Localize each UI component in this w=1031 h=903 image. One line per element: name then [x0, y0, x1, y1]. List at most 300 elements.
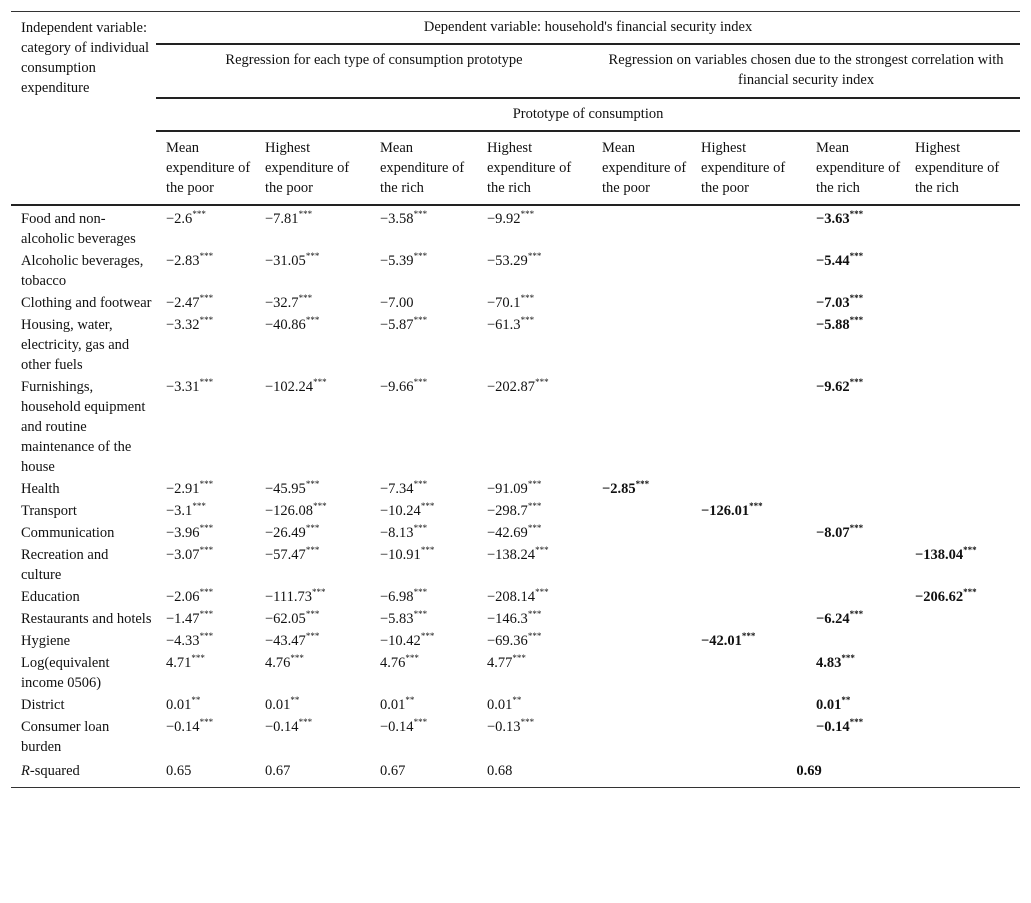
cell-value: −2.91	[166, 481, 200, 497]
cell-value: −126.01	[701, 503, 750, 519]
cell-value: −3.96	[166, 525, 200, 541]
cell-value: −2.6	[166, 211, 193, 227]
cell-value: −7.81	[265, 211, 299, 227]
significance-stars: ***	[298, 717, 313, 727]
table-cell	[691, 205, 806, 250]
table-cell	[255, 478, 370, 500]
row-label: Clothing and footwear	[21, 295, 152, 311]
table-cell	[905, 716, 1020, 758]
significance-stars: ***	[512, 653, 526, 663]
cell-value: −102.24	[265, 379, 314, 395]
significance-stars: ***	[420, 501, 435, 511]
table-cell	[156, 500, 255, 522]
significance-stars: ***	[527, 251, 542, 261]
cell-value: −61.3	[487, 317, 521, 333]
significance-stars: ***	[413, 251, 428, 261]
table-cell	[477, 376, 592, 478]
table-row	[11, 478, 1020, 500]
significance-stars: ***	[305, 523, 320, 533]
significance-stars: ***	[298, 209, 313, 219]
cell-value: −0.14	[166, 719, 200, 735]
table-cell	[370, 652, 477, 694]
significance-stars: ***	[520, 293, 535, 303]
rsquared-label-italic: R	[21, 763, 30, 779]
dependent-variable-header: Dependent variable: household's financial security index	[156, 12, 1020, 45]
table-cell	[592, 376, 691, 478]
table-cell	[156, 652, 255, 694]
significance-stars: ***	[199, 545, 214, 555]
row-label: District	[21, 697, 65, 713]
table-cell	[370, 694, 477, 716]
cell-value: −202.87	[487, 379, 536, 395]
cell-value: −7.03	[816, 295, 850, 311]
table-cell	[691, 478, 806, 500]
table-body	[11, 205, 1020, 788]
cell-value: −43.47	[265, 633, 306, 649]
table-cell	[477, 716, 592, 758]
significance-stars: ***	[520, 717, 535, 727]
row-label: Consumer loan burden	[21, 719, 110, 755]
cell-value: 4.76	[265, 655, 291, 671]
cell-value: −0.13	[487, 719, 521, 735]
cell-value: −2.85	[602, 481, 636, 497]
table-cell	[255, 544, 370, 586]
table-cell	[156, 314, 255, 376]
table-cell	[255, 652, 370, 694]
cell-value: −8.13	[380, 525, 414, 541]
table-cell	[806, 716, 905, 758]
table-cell	[806, 376, 905, 478]
table-cell	[156, 544, 255, 586]
group-header-strongest-correlation: Regression on variables chosen due to the strongest correlation with financial security index	[592, 44, 1020, 98]
row-label: Log(equivalent income 0506)	[21, 655, 110, 691]
table-cell	[156, 716, 255, 758]
table-cell	[477, 586, 592, 608]
table-cell	[806, 652, 905, 694]
significance-stars: ***	[413, 717, 428, 727]
significance-stars: ***	[963, 587, 977, 597]
independent-variable-header: Independent variable: category of individual consumption expenditure	[11, 12, 156, 206]
significance-stars: ***	[963, 545, 977, 555]
table-cell	[255, 716, 370, 758]
significance-stars: ***	[535, 377, 549, 387]
table-row	[11, 544, 1020, 586]
cell-value: −5.44	[816, 253, 850, 269]
significance-stars: ***	[420, 631, 435, 641]
table-cell	[370, 314, 477, 376]
cell-value: −53.29	[487, 253, 528, 269]
table-cell	[255, 205, 370, 250]
table-cell	[156, 694, 255, 716]
cell-value: −3.32	[166, 317, 200, 333]
table-cell	[806, 205, 905, 250]
cell-value: −2.83	[166, 253, 200, 269]
significance-stars: ***	[199, 523, 214, 533]
table-row	[11, 652, 1020, 694]
cell-value: −8.07	[816, 525, 850, 541]
significance-stars: ***	[741, 631, 756, 641]
table-cell	[255, 630, 370, 652]
cell-value: −5.87	[380, 317, 414, 333]
significance-stars: ***	[413, 209, 428, 219]
table-cell	[905, 522, 1020, 544]
table-cell	[905, 205, 1020, 250]
row-label: Hygiene	[21, 633, 71, 649]
cell-value: −111.73	[265, 589, 312, 605]
significance-stars: ***	[413, 377, 428, 387]
table-cell	[477, 250, 592, 292]
table-cell	[905, 500, 1020, 522]
table-row	[11, 694, 1020, 716]
cell-value: −5.88	[816, 317, 850, 333]
cell-value: −1.47	[166, 611, 200, 627]
significance-stars: ***	[635, 479, 650, 489]
table-cell	[477, 694, 592, 716]
cell-value: −4.33	[166, 633, 200, 649]
table-row	[11, 205, 1020, 250]
significance-stars: ***	[199, 251, 214, 261]
table-cell	[592, 314, 691, 376]
cell-value: −40.86	[265, 317, 306, 333]
significance-stars: ***	[849, 609, 864, 619]
table-cell	[255, 250, 370, 292]
table-cell	[691, 716, 806, 758]
cell-value: −7.34	[380, 481, 414, 497]
rsquared-label	[11, 758, 156, 788]
table-cell	[905, 250, 1020, 292]
significance-stars: ***	[413, 609, 428, 619]
cell-value: −3.07	[166, 547, 200, 563]
group-header-each-type: Regression for each type of consumption prototype	[156, 44, 592, 98]
table-cell	[905, 314, 1020, 376]
cell-value: −5.83	[380, 611, 414, 627]
table-cell	[477, 608, 592, 630]
significance-stars: ***	[290, 653, 304, 663]
table-cell	[156, 608, 255, 630]
cell-value: −2.06	[166, 589, 200, 605]
table-cell	[592, 716, 691, 758]
significance-stars: ***	[527, 523, 542, 533]
significance-stars: ***	[199, 377, 214, 387]
significance-stars: ***	[849, 315, 864, 325]
table-cell	[477, 314, 592, 376]
cell-value: −206.62	[915, 589, 964, 605]
cell-value: −31.05	[265, 253, 306, 269]
significance-stars: ***	[311, 587, 326, 597]
significance-stars: ***	[305, 315, 320, 325]
cell-value: −208.14	[487, 589, 536, 605]
cell-value: −26.49	[265, 525, 306, 541]
cell-value: −69.36	[487, 633, 528, 649]
cell-value: −3.1	[166, 503, 193, 519]
table-cell	[691, 250, 806, 292]
table-cell	[905, 694, 1020, 716]
table-cell	[592, 544, 691, 586]
table-cell	[370, 608, 477, 630]
significance-stars: ***	[849, 209, 864, 219]
significance-stars: ***	[199, 479, 214, 489]
table-cell	[691, 544, 806, 586]
table-cell	[806, 694, 905, 716]
significance-stars: ***	[527, 479, 542, 489]
table-cell	[477, 292, 592, 314]
cell-value: −42.01	[701, 633, 742, 649]
table-cell	[691, 314, 806, 376]
cell-value: −3.63	[816, 211, 850, 227]
table-cell	[370, 586, 477, 608]
significance-stars: ***	[413, 587, 428, 597]
cell-value: −138.24	[487, 547, 536, 563]
table-cell	[592, 608, 691, 630]
table-cell	[370, 478, 477, 500]
significance-stars: ***	[313, 501, 327, 511]
significance-stars: **	[512, 695, 522, 705]
rsquared-combined-value: 0.69	[592, 758, 1020, 788]
cell-value: −9.66	[380, 379, 414, 395]
column-header: Highest expenditure of the rich	[477, 131, 592, 205]
table-cell	[905, 544, 1020, 586]
rsquared-value: 0.67	[370, 758, 477, 788]
table-row	[11, 500, 1020, 522]
table-cell	[691, 586, 806, 608]
table-cell	[806, 586, 905, 608]
rsquared-value: 0.68	[477, 758, 592, 788]
cell-value: −0.14	[816, 719, 850, 735]
column-header: Mean expenditure of the rich	[370, 131, 477, 205]
cell-value: 4.83	[816, 655, 842, 671]
column-header: Highest expenditure of the rich	[905, 131, 1020, 205]
rsquared-value: 0.65	[156, 758, 255, 788]
table-cell	[255, 314, 370, 376]
significance-stars: ***	[199, 587, 214, 597]
table-row	[11, 522, 1020, 544]
table-cell	[905, 630, 1020, 652]
table-cell	[806, 250, 905, 292]
table-cell	[477, 478, 592, 500]
cell-value: 0.01	[166, 697, 192, 713]
cell-value: −57.47	[265, 547, 306, 563]
significance-stars: ***	[849, 717, 864, 727]
cell-value: −10.42	[380, 633, 421, 649]
table-cell	[592, 478, 691, 500]
row-label: Food and non-alcoholic beverages	[21, 211, 136, 247]
significance-stars: ***	[849, 251, 864, 261]
rsquared-row	[11, 758, 1020, 788]
cell-value: −62.05	[265, 611, 306, 627]
table-cell	[691, 608, 806, 630]
table-cell	[156, 250, 255, 292]
table-cell	[370, 250, 477, 292]
table-cell	[156, 292, 255, 314]
table-cell	[592, 586, 691, 608]
table-cell	[477, 544, 592, 586]
row-label: Recreation and culture	[21, 547, 109, 583]
column-header: Mean expenditure of the rich	[806, 131, 905, 205]
cell-value: −6.98	[380, 589, 414, 605]
table-cell	[156, 630, 255, 652]
significance-stars: ***	[849, 377, 864, 387]
significance-stars: ***	[191, 653, 205, 663]
table-cell	[691, 292, 806, 314]
table-cell	[806, 608, 905, 630]
table-cell	[592, 292, 691, 314]
table-cell	[370, 500, 477, 522]
cell-value: −3.31	[166, 379, 200, 395]
significance-stars: ***	[520, 209, 535, 219]
significance-stars: ***	[535, 545, 549, 555]
significance-stars: ***	[420, 545, 435, 555]
table-cell	[370, 544, 477, 586]
table-cell	[691, 376, 806, 478]
table-cell	[905, 376, 1020, 478]
significance-stars: ***	[305, 545, 320, 555]
table-row	[11, 250, 1020, 292]
table-cell	[370, 292, 477, 314]
table-cell	[156, 205, 255, 250]
significance-stars: ***	[841, 653, 855, 663]
significance-stars: ***	[298, 293, 313, 303]
table-cell	[905, 652, 1020, 694]
table-cell	[370, 376, 477, 478]
significance-stars: ***	[413, 315, 428, 325]
table-cell	[806, 478, 905, 500]
significance-stars: ***	[413, 523, 428, 533]
cell-value: −45.95	[265, 481, 306, 497]
significance-stars: ***	[849, 293, 864, 303]
significance-stars: **	[841, 695, 851, 705]
cell-value: −10.24	[380, 503, 421, 519]
table-cell	[806, 314, 905, 376]
significance-stars: ***	[413, 479, 428, 489]
table-row	[11, 314, 1020, 376]
table-cell	[905, 478, 1020, 500]
table-cell	[255, 376, 370, 478]
cell-value: −70.1	[487, 295, 521, 311]
table-cell	[592, 652, 691, 694]
table-cell	[592, 205, 691, 250]
table-cell	[255, 292, 370, 314]
cell-value: 4.76	[380, 655, 406, 671]
cell-value: −3.58	[380, 211, 414, 227]
table-cell	[370, 630, 477, 652]
cell-value: −0.14	[265, 719, 299, 735]
table-cell	[592, 694, 691, 716]
significance-stars: ***	[405, 653, 419, 663]
significance-stars: **	[290, 695, 300, 705]
significance-stars: ***	[527, 631, 542, 641]
cell-value: −7.00	[380, 295, 414, 311]
significance-stars: ***	[313, 377, 327, 387]
table-cell	[255, 608, 370, 630]
row-label: Furnishings, household equipment and routine maintenance of the house	[21, 379, 146, 475]
table-cell	[592, 630, 691, 652]
cell-value: −126.08	[265, 503, 314, 519]
table-cell	[905, 586, 1020, 608]
table-cell	[255, 500, 370, 522]
significance-stars: **	[405, 695, 415, 705]
table-row	[11, 630, 1020, 652]
table-cell	[255, 522, 370, 544]
table-cell	[255, 694, 370, 716]
cell-value: 0.01	[265, 697, 291, 713]
cell-value: −0.14	[380, 719, 414, 735]
significance-stars: ***	[192, 209, 206, 219]
significance-stars: ***	[199, 631, 214, 641]
table-cell	[691, 694, 806, 716]
table-cell	[592, 500, 691, 522]
cell-value: −9.62	[816, 379, 850, 395]
table-row	[11, 376, 1020, 478]
significance-stars: ***	[305, 251, 320, 261]
table-cell	[691, 500, 806, 522]
significance-stars: ***	[849, 523, 864, 533]
row-label: Education	[21, 589, 80, 605]
significance-stars: ***	[199, 609, 214, 619]
significance-stars: **	[191, 695, 201, 705]
column-header: Highest expenditure of the poor	[255, 131, 370, 205]
cell-value: −146.3	[487, 611, 528, 627]
table-cell	[477, 522, 592, 544]
significance-stars: ***	[527, 501, 542, 511]
column-header: Mean expenditure of the poor	[156, 131, 255, 205]
table-cell	[156, 522, 255, 544]
cell-value: 4.77	[487, 655, 513, 671]
table-cell	[905, 292, 1020, 314]
row-label: Housing, water, electricity, gas and other fuels	[21, 317, 130, 373]
significance-stars: ***	[305, 609, 320, 619]
cell-value: 4.71	[166, 655, 192, 671]
table-cell	[156, 478, 255, 500]
significance-stars: ***	[199, 293, 214, 303]
significance-stars: ***	[535, 587, 549, 597]
table-cell	[592, 522, 691, 544]
significance-stars: ***	[192, 501, 206, 511]
table-cell	[806, 522, 905, 544]
table-cell	[592, 250, 691, 292]
table-cell	[370, 522, 477, 544]
significance-stars: ***	[520, 315, 535, 325]
cell-value: −10.91	[380, 547, 421, 563]
cell-value: −32.7	[265, 295, 299, 311]
column-header: Highest expenditure of the poor	[691, 131, 806, 205]
table-cell	[691, 630, 806, 652]
cell-value: 0.01	[487, 697, 513, 713]
table-cell	[691, 522, 806, 544]
cell-value: 0.01	[380, 697, 406, 713]
cell-value: −42.69	[487, 525, 528, 541]
row-label: Health	[21, 481, 60, 497]
table-cell	[370, 716, 477, 758]
cell-value: −9.92	[487, 211, 521, 227]
table-cell	[156, 376, 255, 478]
significance-stars: ***	[199, 315, 214, 325]
row-label: Transport	[21, 503, 77, 519]
table-cell	[806, 630, 905, 652]
cell-value: 0.01	[816, 697, 842, 713]
table-row	[11, 716, 1020, 758]
significance-stars: ***	[527, 609, 542, 619]
table-cell	[806, 544, 905, 586]
row-label: Communication	[21, 525, 115, 541]
table-cell	[691, 652, 806, 694]
significance-stars: ***	[305, 479, 320, 489]
cell-value: −2.47	[166, 295, 200, 311]
cell-value: −298.7	[487, 503, 528, 519]
significance-stars: ***	[199, 717, 214, 727]
cell-value: −91.09	[487, 481, 528, 497]
significance-stars: ***	[305, 631, 320, 641]
table-cell	[477, 652, 592, 694]
